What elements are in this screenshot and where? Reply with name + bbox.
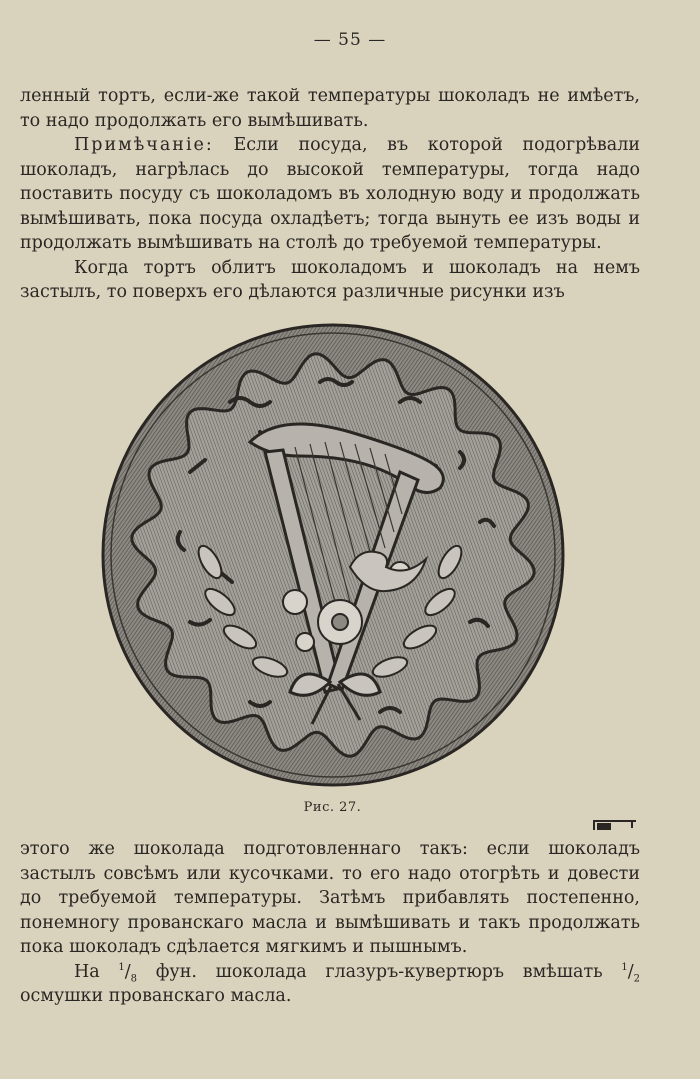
note-paragraph: [20, 133, 640, 256]
fraction-numerator: 1: [621, 961, 628, 973]
text-block-top: [20, 84, 640, 305]
recipe-text: фун. шоколада глазуръ-кувертюръ вмѣшать: [155, 961, 603, 982]
paragraph: этого же шоколада подготовленнаго такъ: если шоколадъ застылъ совсѣмъ или кусочками. то его надо отогрѣть и довести до требуемой температуры. Затѣмъ прибавлять постепенно, понемногу прованскаго масла и вымѣшивать и такъ продолжать пока шоколадъ сдѣлается мягкимъ и пышнымъ.: [20, 839, 640, 957]
paragraph: ленный тортъ, если-же такой температуры шоколадъ не имѣетъ, то надо продолжать его вымѣшивать.: [20, 86, 640, 131]
text-block-bottom: [20, 837, 640, 1009]
fraction-denominator: 8: [130, 973, 138, 984]
recipe-text: На: [74, 961, 100, 982]
cake-decoration-engraving: [100, 322, 566, 788]
recipe-text: осмушки прованскаго масла.: [20, 986, 292, 1006]
page-number: — 55 —: [313, 30, 387, 50]
fraction-denominator: 2: [633, 973, 640, 984]
note-label: Примѣчаніе:: [74, 135, 214, 155]
recipe-paragraph: На $^1/_8$ фун. шоколада глазуръ-кувертюръ вмѣшать $^1/_2$ осмушки прованскаго масла.: [20, 961, 640, 1006]
figure-caption: Рис. 27.: [303, 800, 362, 815]
fraction-numerator: 1: [118, 961, 125, 973]
paragraph: Когда тортъ облитъ шоколадомъ и шоколадъ на немъ застылъ, то поверхъ его дѣлаются различные рисунки изъ: [20, 257, 640, 302]
library-stamp-mark: [592, 818, 638, 832]
note-text: Если посуда, въ которой подогрѣвали шоколадъ, нагрѣлась до высокой температуры, тогда надо поставить посуду съ шоколадомъ въ холодную воду и продолжать вымѣшивать, пока посуда охладѣетъ; тогда вынуть ее изъ воды и продолжать вымѣшивать на столѣ до требуемой температуры.: [20, 135, 640, 253]
